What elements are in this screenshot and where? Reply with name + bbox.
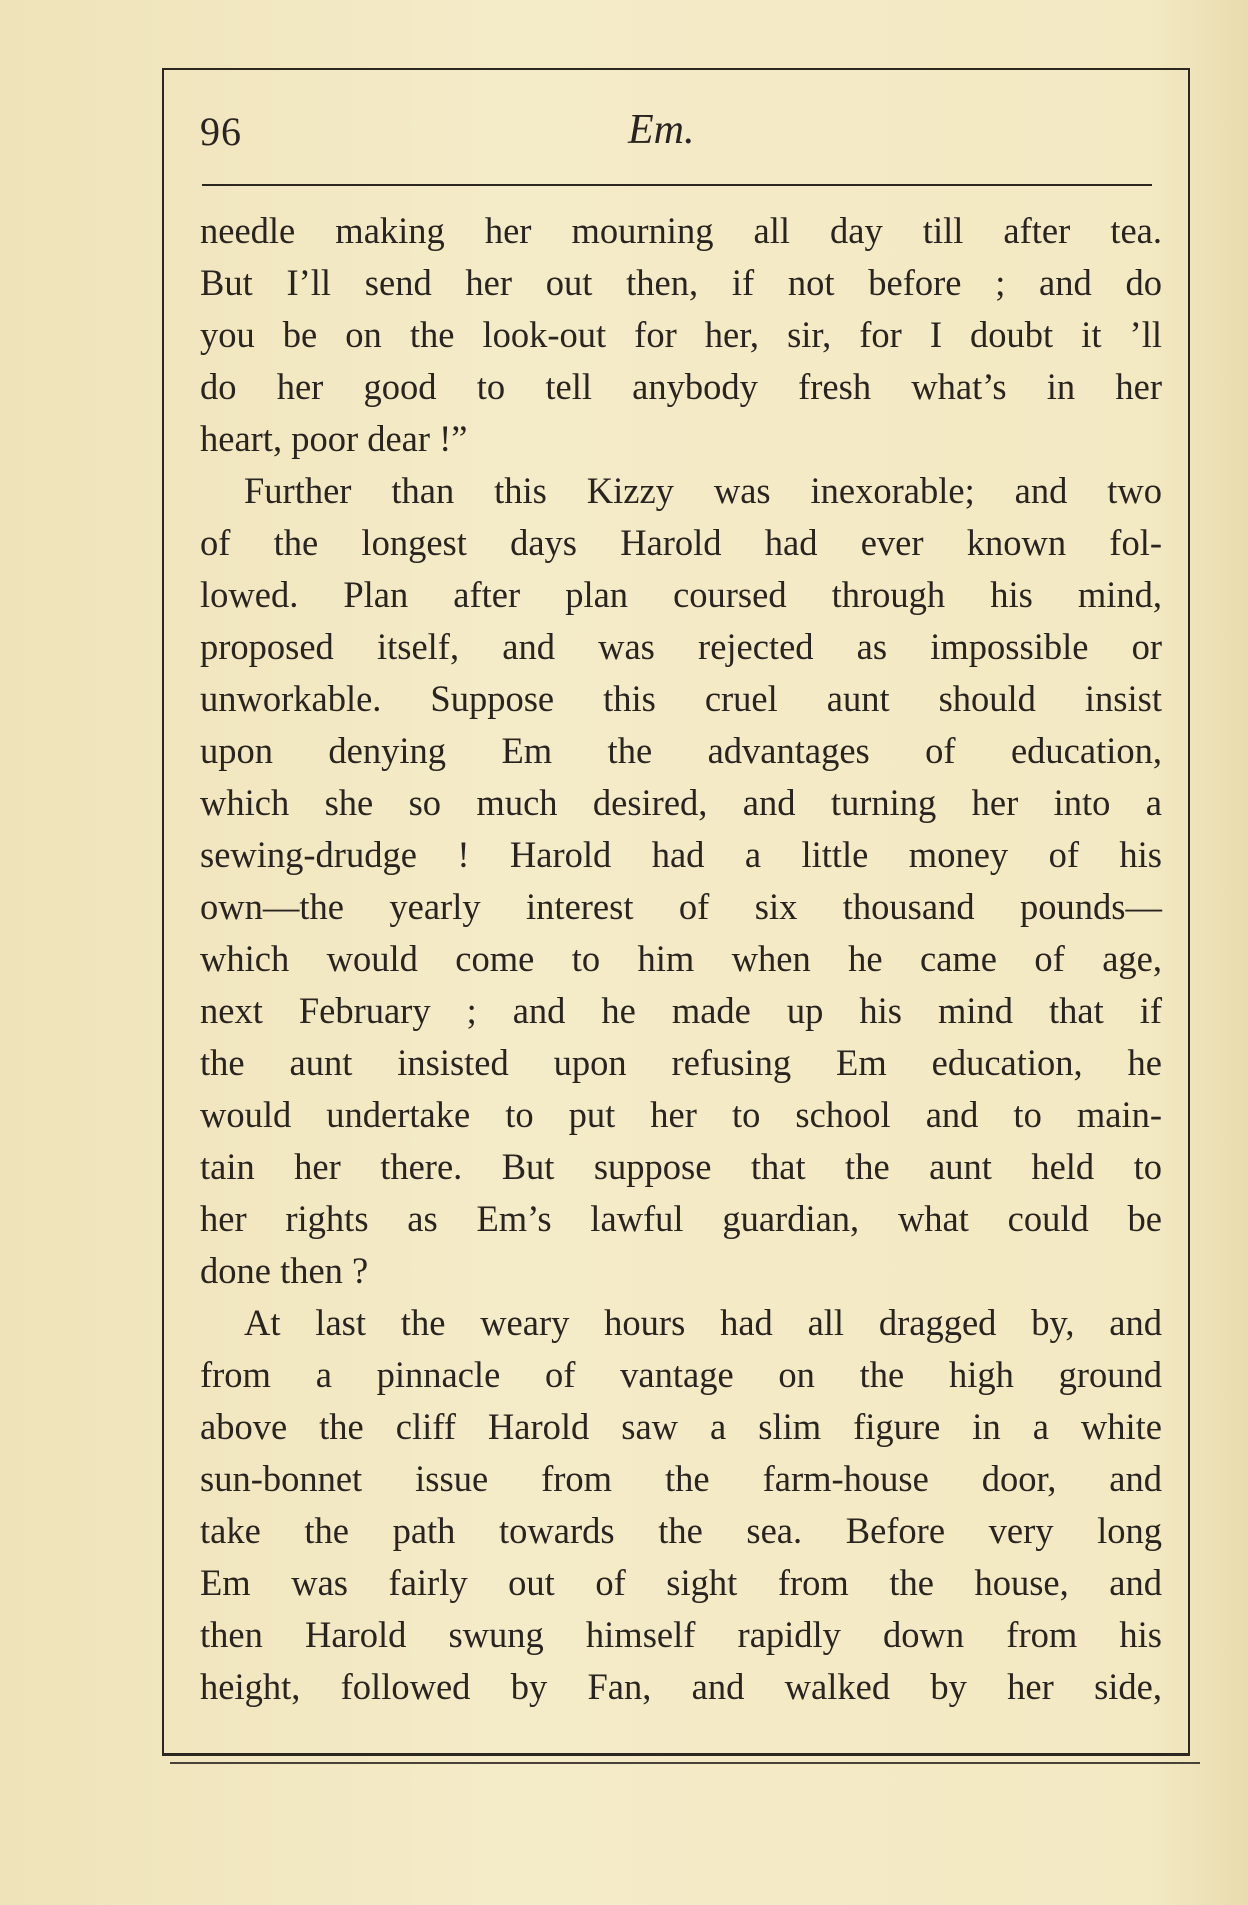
text-line: would undertake to put her to school and to main-: [200, 1094, 1162, 1135]
running-head: [200, 108, 1150, 158]
text-line: heart, poor dear !”: [200, 418, 468, 459]
text-line: which she so much desired, and turning her into a: [200, 782, 1162, 823]
text-line: Further than this Kizzy was inexorable; and two: [244, 470, 1162, 511]
text-line: next February ; and he made up his mind that if: [200, 990, 1162, 1031]
text-line: which would come to him when he came of age,: [200, 938, 1162, 979]
text-line: the aunt insisted upon refusing Em education, he: [200, 1042, 1162, 1083]
text-line: her rights as Em’s lawful guardian, what could be: [200, 1198, 1162, 1239]
text-line: upon denying Em the advantages of education,: [200, 730, 1162, 771]
text-line: sun-bonnet issue from the farm-house door, and: [200, 1458, 1162, 1499]
text-line: from a pinnacle of vantage on the high ground: [200, 1354, 1162, 1395]
text-line: Em was fairly out of sight from the house, and: [200, 1562, 1162, 1603]
text-line: tain her there. But suppose that the aunt held to: [200, 1146, 1162, 1187]
text-line: take the path towards the sea. Before very long: [200, 1510, 1162, 1551]
body-text: [200, 205, 1162, 1713]
text-line: proposed itself, and was rejected as impossible or: [200, 626, 1162, 667]
text-line: done then ?: [200, 1250, 369, 1291]
text-line: sewing-drudge ! Harold had a little money of his: [200, 834, 1162, 875]
text-line: you be on the look-out for her, sir, for I doubt it ’ll: [200, 314, 1162, 355]
text-line: But I’ll send her out then, if not before ; and do: [200, 262, 1162, 303]
text-line: own—the yearly interest of six thousand pounds—: [200, 886, 1162, 927]
text-line: then Harold swung himself rapidly down from his: [200, 1614, 1162, 1655]
text-line: At last the weary hours had all dragged by, and: [244, 1302, 1162, 1343]
running-title: Em.: [628, 107, 695, 153]
text-line: lowed. Plan after plan coursed through his mind,: [200, 574, 1162, 615]
header-rule: [202, 184, 1152, 186]
text-line: above the cliff Harold saw a slim figure in a white: [200, 1406, 1162, 1447]
text-line: height, followed by Fan, and walked by her side,: [200, 1666, 1162, 1707]
text-line: needle making her mourning all day till after tea.: [200, 210, 1162, 251]
page-border-bottom-rule: [170, 1762, 1200, 1764]
text-line: do her good to tell anybody fresh what’s in her: [200, 366, 1162, 407]
text-line: of the longest days Harold had ever known fol-: [200, 522, 1162, 563]
text-line: unworkable. Suppose this cruel aunt should insist: [200, 678, 1162, 719]
page-number: 96: [200, 109, 242, 154]
